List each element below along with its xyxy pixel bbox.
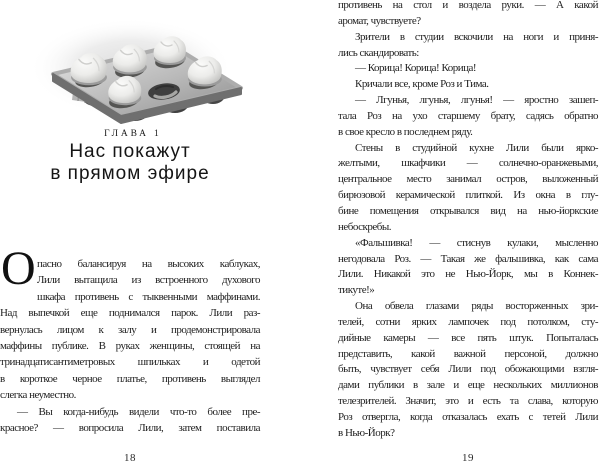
- text-line: маффины публике. В руках женщины, стоящей на: [0, 340, 260, 353]
- text-line: лись скандировать:: [338, 46, 419, 59]
- text-line: негодовала Роз. — Такая же фальшивка, как сама: [338, 252, 598, 265]
- text-line: в Нью-Йорк?: [338, 426, 395, 439]
- text-line: — Вы когда-нибудь видели что-то более пре-: [17, 405, 260, 418]
- text-line: Лили. Никакой это не Нью-Йорк, мы в Коннек-: [338, 268, 598, 281]
- text-line: желтыми, шкафчики — солнечно-оранжевыми,: [338, 157, 598, 170]
- text-line: тринадцатисантиметровых шпильках и одетой: [0, 356, 260, 369]
- text-line: — Корица! Корица! Корица!: [355, 62, 477, 75]
- drop-cap: О: [1, 242, 36, 295]
- right-page-body: [338, 0, 598, 442]
- text-line: вернулась лицом к залу и продемонстрировала: [0, 323, 260, 336]
- text-line: слегка неуместно.: [0, 389, 76, 402]
- text-line: Кричали все, кроме Роз и Тима.: [355, 78, 489, 91]
- text-line: шкафа противень с тыквенными маффинами.: [37, 290, 260, 303]
- text-line: Она обвела глазами ряды восторженных зри-: [355, 300, 598, 313]
- text-line: Над выпечкой еще поднимался парок. Лили раз-: [0, 307, 260, 320]
- left-page: [0, 0, 260, 469]
- text-line: представить, какой важной персоной, должно: [338, 347, 598, 360]
- text-line: небоскребы.: [338, 220, 391, 233]
- text-line: красное? — вопросила Лили, затем поставила: [0, 422, 260, 435]
- chapter-label: ГЛАВА 1: [104, 129, 162, 139]
- text-line: дийные камеры — все пять штук. Попыталась: [338, 331, 598, 344]
- text-line: в короткое черное платье, противень выглядел: [0, 372, 260, 385]
- text-line: быть, чувствует себя Лили под обожающими взгля-: [338, 363, 598, 376]
- text-line: дами публики в зале и еще нескольких миллионов: [338, 379, 598, 392]
- chapter-title-line-2: в прямом эфире: [50, 163, 210, 184]
- text-line: телезрителей. Значит, это и есть та слава, которую: [338, 395, 598, 408]
- text-line: тала Роз на ухо старшему брату, садясь обратно: [338, 109, 598, 122]
- right-page: [338, 0, 598, 469]
- text-line: пасно балансируя на высоких каблуках,: [37, 258, 260, 270]
- text-line: тикуте!»: [338, 284, 375, 297]
- text-line: телей, сотни ярких лампочек под потолком, сту-: [338, 315, 598, 328]
- text-line: Зрители в студии вскочили на ноги и приня-: [355, 30, 598, 43]
- text-line: противень на стол и воздела руки. — А какой: [338, 0, 598, 11]
- muffin-tray-illustration: [15, 4, 245, 124]
- page-number-right: 19: [462, 452, 474, 464]
- chapter-title-line-1: Нас покажут: [69, 141, 191, 162]
- text-line: Лили вытащила из встроенного духового: [37, 274, 260, 287]
- text-line: Роз отвергла, когда отказалась ехать с тетей Лили: [338, 410, 598, 423]
- text-line: Стены в студийной кухне Лили были ярко-: [355, 141, 598, 154]
- text-line: центральное место занимал остров, выложенный: [338, 173, 598, 186]
- text-line: «Фальшивка! — стиснув кулаки, мысленно: [355, 236, 598, 249]
- chapter-title: [0, 141, 260, 185]
- text-line: бине помещения открывался вид на нью-йоркские: [338, 204, 598, 217]
- text-line: бирюзовой керамической плиткой. Из окна в глу-: [338, 189, 598, 202]
- text-line: аромат, чувствуете?: [338, 14, 421, 27]
- right-page-text-column: [338, 0, 598, 442]
- text-line: — Лгунья, лгунья, лгунья! — яростно зашеп-: [355, 94, 598, 107]
- left-page-body: [0, 242, 260, 436]
- page-number-left: 18: [124, 452, 136, 464]
- text-line: в свое кресло в последнем ряду.: [338, 125, 473, 138]
- left-page-text-column: [0, 242, 260, 436]
